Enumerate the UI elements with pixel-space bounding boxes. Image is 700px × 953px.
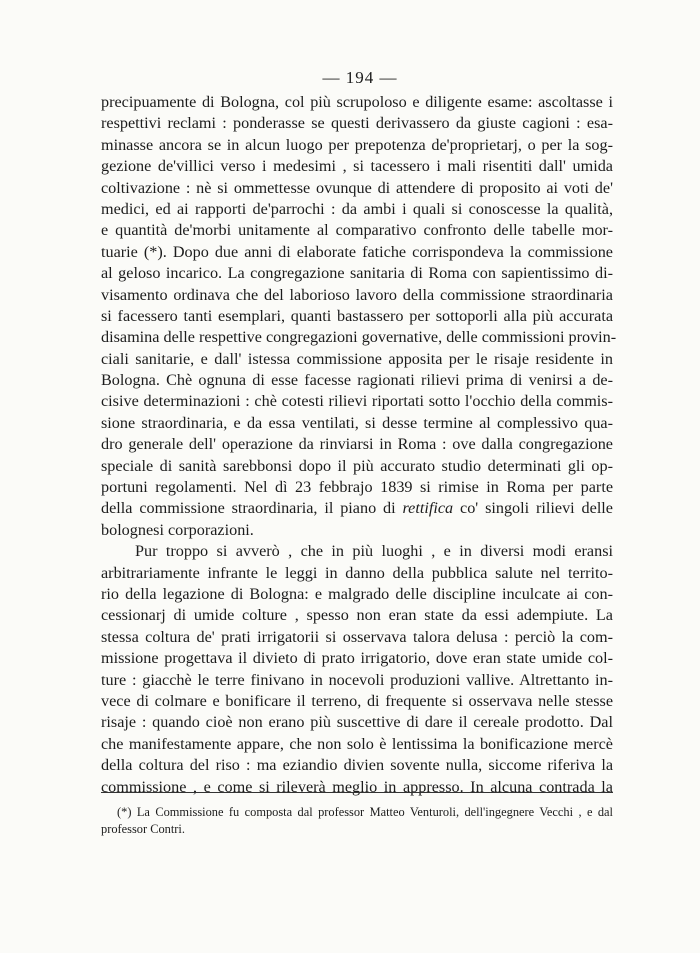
text-line: precipuamente di Bologna, col più scrupoloso e diligente esame: ascoltasse i (101, 93, 613, 111)
text-line: tuarie (*). Dopo due anni di elaborate fatiche corrispondeva la commissione (101, 242, 613, 261)
text-line (101, 498, 613, 519)
text-line: ciali sanitarie, e dall' istessa commissione apposita per le risaje residente in (101, 349, 613, 368)
page-number: — 194 — (322, 68, 398, 87)
text-line: cessionarj di umide colture , spesso non eran state da essi adempiute. La (101, 606, 613, 625)
text-line: ture : giacchè le terre finivano in nocevoli produzioni vallive. Altrettanto in- (101, 670, 613, 689)
text-line: risaje : quando cioè non erano più suscettive di dare il cereale prodotto. Dal (101, 713, 613, 732)
footnote (101, 804, 613, 838)
text-line: della coltura del riso : ma eziandio divien sovente nulla, siccome riferiva la (101, 756, 613, 775)
footnote-line: (*) La Commissione fu composta dal professor Matteo Venturoli, dell'ingegnere Vecchi , e dal (117, 805, 613, 819)
text-segment: co' singoli rilievi delle (453, 499, 613, 518)
text-line: cisive determinazioni : chè cotesti rilievi riportati sotto l'occhio della commis- (101, 392, 613, 411)
text-line: bolognesi corporazioni. (101, 520, 254, 539)
text-line: coltivazione : nè si ommettesse ovunque di attendere di proposito ai voti de' (101, 178, 613, 197)
text-line: visamento ordinava che del laborioso lavoro della commissione straordinaria (101, 285, 613, 304)
text-line: medici, ed ai rapporti de'parrochi : da ambi i quali si conoscesse la qualità, (101, 199, 613, 218)
footnote-line: professor Contri. (101, 822, 185, 836)
text-line: vece di colmare e bonificare il terreno, di frequente si osservava nelle stesse (101, 691, 613, 710)
text-line: disamina delle respettive congregazioni governative, delle commissioni provin- (101, 328, 617, 347)
text-line: minasse ancora se in alcun luogo per prepotenza de'proprietarj, o per la sog- (101, 135, 613, 154)
text-line: dro generale dell' operazione da rinviarsi in Roma : ove dalla congregazione (101, 435, 613, 454)
text-line: sione straordinaria, e da essa ventilati, si desse termine al complessivo qua- (101, 413, 613, 432)
text-line: missione progettava il divieto di prato irrigatorio, dove eran state umide col- (101, 649, 613, 668)
text-line: e quantità de'morbi unitamente al comparativo confronto delle tabelle mor- (101, 221, 613, 240)
text-line: Bologna. Chè ognuna di esse facesse ragionati rilievi prima di venirsi a de- (101, 371, 613, 390)
footnote-divider (101, 792, 613, 793)
text-line: portuni regolamenti. Nel dì 23 febbrajo 1839 si rimise in Roma per parte (101, 478, 613, 497)
text-line: che manifestamente appare, che non solo è lentissima la bonificazione mercè (101, 734, 613, 753)
italic-term: rettifica (402, 499, 454, 518)
text-line: respettivi reclami : ponderasse se questi derivassero da giuste cagioni : esa- (101, 114, 613, 133)
text-line: gezione de'villici verso i medesimi , si tacessero i mali risentiti dall' umida (101, 157, 613, 176)
body-text (101, 92, 617, 798)
text-line: stessa coltura de' prati irrigatorii si osservava talora delusa : perciò la com- (101, 627, 613, 646)
text-line: speciale di sanità sarebbonsi dopo il più accurato studio determinati gli op- (101, 456, 613, 475)
text-line: al geloso incarico. La congregazione sanitaria di Roma con sapientissimo di- (101, 264, 613, 283)
text-line: commissione , e come si rileverà meglio in appresso. In alcuna contrada la (101, 777, 613, 796)
paragraph-start: Pur troppo si avverò , che in più luoghi , e in diversi modi eransi (135, 542, 613, 561)
text-line: si facessero tanti esemplari, quanti bastassero per sottoporli alla più accurata (101, 306, 613, 325)
text-line: arbitrariamente infrante le leggi in danno della pubblica salute nel territo- (101, 563, 613, 582)
text-segment: della commissione straordinaria, il piano di (101, 499, 403, 518)
text-line: rio della legazione di Bologna: e malgrado delle discipline inculcate ai con- (101, 584, 613, 603)
